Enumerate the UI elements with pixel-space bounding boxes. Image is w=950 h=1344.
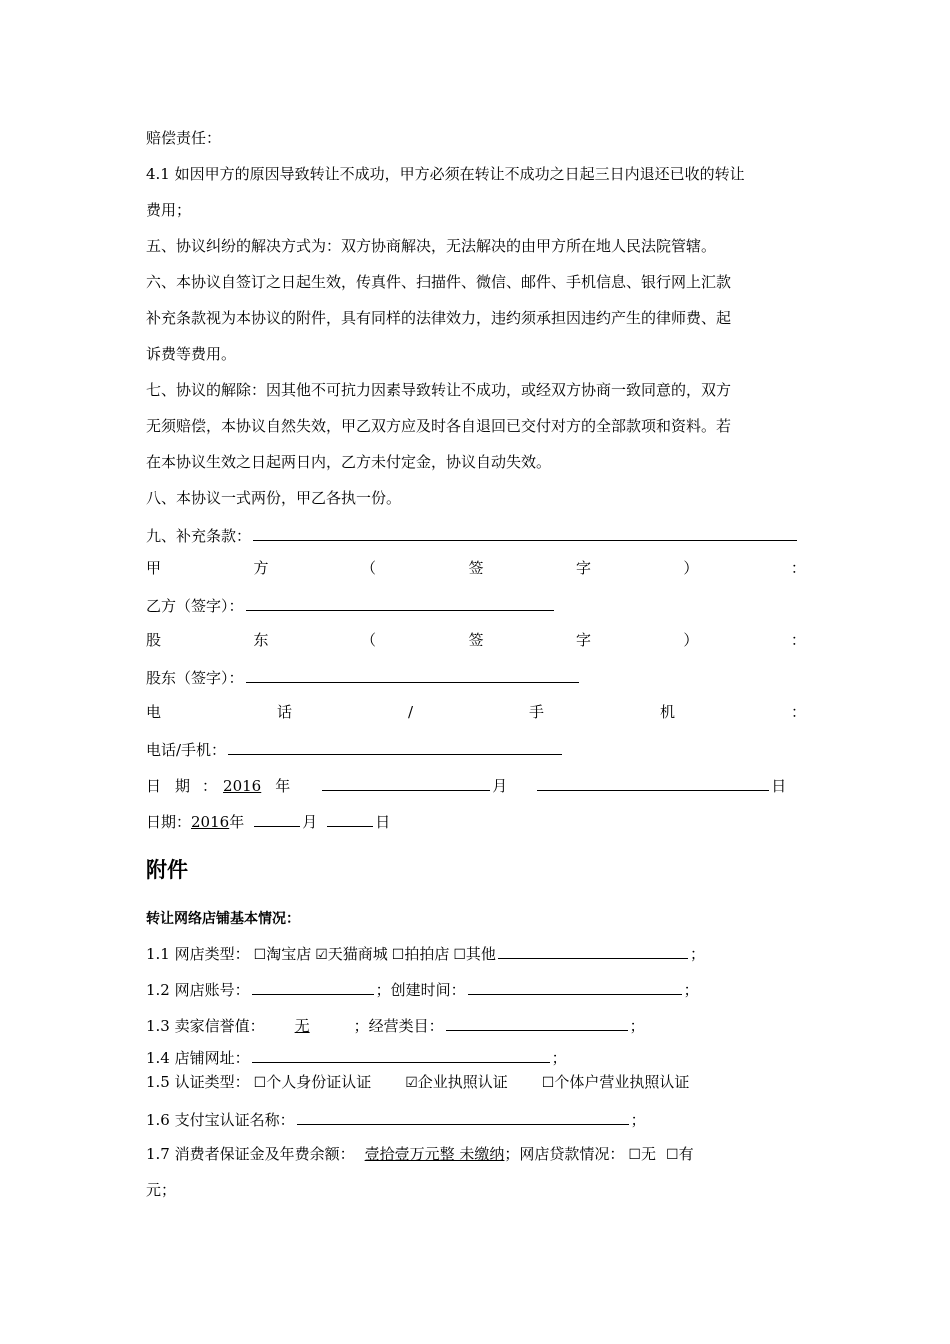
option-label: 无 — [640, 1145, 656, 1163]
option-label: 淘宝店 — [266, 945, 312, 963]
item-1-4 — [146, 1046, 806, 1068]
other-field[interactable] — [498, 942, 688, 959]
item-label: 1.1 网店类型： — [146, 945, 250, 963]
date-month-field[interactable] — [254, 810, 300, 827]
char: 甲 — [146, 559, 162, 577]
date-day-field[interactable] — [537, 774, 769, 791]
item-1-7-cont: 元； — [146, 1181, 177, 1199]
item-1-1 — [146, 942, 806, 965]
paragraph-6-line1: 六、本协议自签订之日起生效，传真件、扫描件、微信、邮件、手机信息、银行网上汇款 — [146, 273, 732, 291]
option-label: 其他 — [465, 945, 496, 963]
paragraph-7-line2: 无须赔偿，本协议自然失效，甲乙双方应及时各自退回已交付对方的全部款项和资料。若 — [146, 417, 732, 435]
checkbox-personal-id[interactable]: ☐ — [253, 1075, 267, 1091]
option-label: 拍拍店 — [404, 945, 450, 963]
day-unit: 日 — [771, 777, 787, 795]
item-label: 1.7 消费者保证金及年费余额： — [146, 1145, 355, 1163]
creation-time-field[interactable] — [468, 978, 682, 995]
month-unit: 月 — [492, 777, 508, 795]
paragraph-7-line1: 七、协议的解除：因其他不可抗力因素导致转让不成功，或经双方协商一致同意的，双方 — [146, 381, 732, 399]
day-unit: 日 — [375, 813, 391, 831]
char: / — [407, 703, 414, 721]
char: ： — [790, 703, 806, 721]
year-unit: 年 — [229, 813, 245, 831]
char: （ — [360, 559, 376, 577]
option-label: 个体户营业执照认证 — [554, 1073, 690, 1091]
shareholder-label: 股东（签字）： — [146, 669, 244, 687]
char: 期 — [175, 777, 191, 795]
option-label: 企业执照认证 — [417, 1073, 508, 1091]
phone-field[interactable] — [228, 738, 562, 755]
checkbox-loan-none[interactable]: ☐ — [628, 1147, 641, 1163]
item-1-6 — [146, 1108, 806, 1130]
char: ） — [683, 631, 699, 649]
punct: ； — [551, 1049, 567, 1067]
char: ： — [790, 559, 806, 577]
char: ： — [202, 777, 218, 795]
paragraph-8: 八、本协议一式两份，甲乙各执一份。 — [146, 489, 402, 507]
phone-line-spaced — [146, 702, 806, 722]
punct: ； — [683, 981, 699, 999]
shareholder-signature-line — [146, 666, 806, 688]
shareholder-signature-field[interactable] — [246, 666, 579, 683]
char: （ — [360, 631, 376, 649]
month-unit: 月 — [302, 813, 318, 831]
char: 字 — [575, 631, 591, 649]
party-b-label: 乙方（签字）： — [146, 597, 244, 615]
paragraph-4-1-line1: 4.1 如因甲方的原因导致转让不成功，甲方必须在转让不成功之日起三日内退还已收的转让 — [146, 165, 745, 183]
deposit-value: 壹拾壹万元整 未缴纳 — [364, 1145, 505, 1163]
supplement-label: 九、补充条款： — [146, 527, 252, 545]
option-label: 有 — [678, 1145, 694, 1163]
date-day-field[interactable] — [327, 810, 373, 827]
paragraph-6-line2: 补充条款视为本协议的附件，具有同样的法律效力，违约须承担因违约产生的律师费、起 — [146, 309, 732, 327]
store-url-field[interactable] — [252, 1046, 550, 1063]
date-month-field[interactable] — [322, 774, 490, 791]
date-line — [146, 810, 806, 832]
date-year: 2016 — [191, 813, 230, 831]
attachment-subtitle: 转让网络店铺基本情况： — [146, 911, 300, 927]
char: 日 — [146, 777, 162, 795]
date-line-spaced — [146, 774, 806, 796]
char: 话 — [276, 703, 292, 721]
item-label: ；网店贷款情况： — [504, 1145, 625, 1163]
alipay-name-field[interactable] — [297, 1108, 629, 1125]
phone-label: 电话/手机： — [146, 741, 227, 759]
phone-line — [146, 738, 806, 760]
char: 签 — [468, 559, 484, 577]
credit-value: 无 — [294, 1017, 310, 1035]
paragraph-4-1-line2: 费用； — [146, 201, 192, 219]
year-unit: 年 — [275, 777, 291, 795]
char: 东 — [253, 631, 269, 649]
checkbox-loan-yes[interactable]: ☐ — [666, 1147, 679, 1163]
paragraph-7-line3: 在本协议生效之日起两日内，乙方未付定金，协议自动失效。 — [146, 453, 552, 471]
party-a-signature-line — [146, 558, 806, 578]
option-label: 天猫商城 — [327, 945, 388, 963]
item-label: 1.2 网店账号： — [146, 981, 250, 999]
char: 签 — [468, 631, 484, 649]
item-1-7 — [146, 1144, 806, 1165]
char: 股 — [146, 631, 162, 649]
date-label: 日期： — [146, 813, 192, 831]
item-label: 1.4 店铺网址： — [146, 1049, 250, 1067]
item-1-2 — [146, 978, 806, 1000]
paragraph-compensation: 赔偿责任： — [146, 129, 222, 147]
char: ： — [790, 631, 806, 649]
item-label: 1.6 支付宝认证名称： — [146, 1111, 295, 1129]
party-b-signature-field[interactable] — [246, 594, 554, 611]
char: 机 — [659, 703, 675, 721]
item-label: ；经营类目： — [353, 1017, 444, 1035]
account-field[interactable] — [252, 978, 374, 995]
attachment-title: 附件 — [146, 858, 188, 882]
paragraph-6-line3: 诉费等费用。 — [146, 345, 237, 363]
party-b-signature-line — [146, 594, 806, 616]
option-label: 个人身份证认证 — [266, 1073, 372, 1091]
paragraph-5: 五、协议纠纷的解决方式为：双方协商解决，无法解决的由甲方所在地人民法院管辖。 — [146, 237, 717, 255]
item-1-3 — [146, 1014, 806, 1036]
char: 电 — [146, 703, 162, 721]
char: 字 — [575, 559, 591, 577]
checkbox-other[interactable]: ☐ — [453, 947, 466, 963]
shareholder-signature-line-spaced — [146, 630, 806, 650]
punct: ； — [630, 1111, 646, 1129]
checkbox-individual-business[interactable]: ☐ — [541, 1075, 555, 1091]
checkbox-tmall-checked[interactable]: ☑ — [315, 947, 328, 963]
item-label: ；创建时间： — [375, 981, 466, 999]
supplement-field[interactable] — [253, 524, 797, 541]
checkbox-enterprise-checked[interactable]: ☑ — [405, 1075, 418, 1091]
category-field[interactable] — [446, 1014, 628, 1031]
char: 方 — [253, 559, 269, 577]
punct: ； — [629, 1017, 645, 1035]
char: 手 — [529, 703, 545, 721]
paragraph-9 — [146, 524, 806, 546]
punct: ； — [689, 945, 705, 963]
item-1-5 — [146, 1072, 806, 1093]
item-label: 1.3 卖家信誉值： — [146, 1017, 265, 1035]
char: ） — [683, 559, 699, 577]
checkbox-paipai[interactable]: ☐ — [391, 947, 405, 963]
date-year: 2016 — [223, 777, 262, 795]
item-label: 1.5 认证类型： — [146, 1073, 250, 1091]
checkbox-taobao[interactable]: ☐ — [253, 947, 267, 963]
